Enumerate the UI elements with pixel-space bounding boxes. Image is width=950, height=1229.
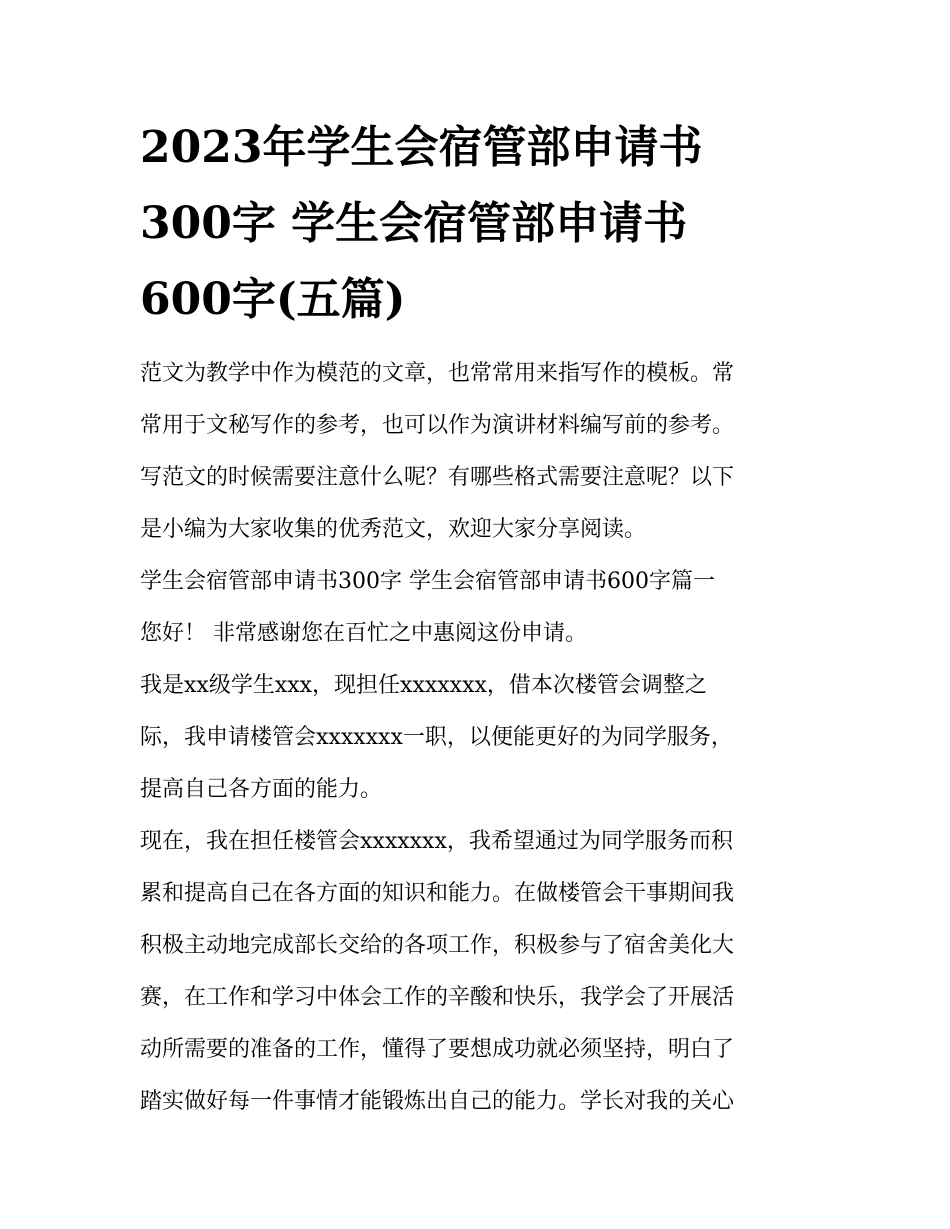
title-line-1: 2023年学生会宿管部申请书 bbox=[140, 122, 703, 173]
body-line: 您好！ 非常感谢您在百忙之中惠阅这份申请。 bbox=[140, 621, 587, 646]
body-line: 累和提高自己在各方面的知识和能力。在做楼管会干事期间我 bbox=[140, 881, 735, 906]
body-line: 际，我申请楼管会xxxxxxx一职，以便能更好的为同学服务， bbox=[140, 725, 733, 750]
document-title bbox=[140, 110, 820, 338]
body-line: 积极主动地完成部长交给的各项工作，积极参与了宿舍美化大 bbox=[140, 933, 735, 958]
title-line-2: 300字 学生会宿管部申请书 bbox=[140, 198, 688, 249]
body-line: 常用于文秘写作的参考，也可以作为演讲材料编写前的参考。 bbox=[140, 413, 735, 438]
body-line: 动所需要的准备的工作，懂得了要想成功就必须坚持，明白了 bbox=[140, 1037, 735, 1062]
body-line: 赛，在工作和学习中体会工作的辛酸和快乐，我学会了开展活 bbox=[140, 985, 735, 1010]
title-line-3: 600字(五篇) bbox=[140, 274, 406, 325]
body-line: 范文为教学中作为模范的文章，也常常用来指写作的模板。常 bbox=[140, 361, 735, 386]
body-line: 提高自己各方面的能力。 bbox=[140, 777, 383, 802]
body-line: 我是xx级学生xxx，现担任xxxxxxx，借本次楼管会调整之 bbox=[140, 673, 707, 698]
document-body bbox=[140, 348, 820, 1128]
body-line: 写范文的时候需要注意什么呢？有哪些格式需要注意呢？以下 bbox=[140, 465, 735, 490]
body-line: 踏实做好每一件事情才能锻炼出自己的能力。学长对我的关心 bbox=[140, 1089, 735, 1114]
body-line: 是小编为大家收集的优秀范文，欢迎大家分享阅读。 bbox=[140, 517, 647, 542]
section-heading: 学生会宿管部申请书300字 学生会宿管部申请书600字篇一 bbox=[140, 569, 715, 594]
body-line: 现在，我在担任楼管会xxxxxxx，我希望通过为同学服务而积 bbox=[140, 829, 733, 854]
